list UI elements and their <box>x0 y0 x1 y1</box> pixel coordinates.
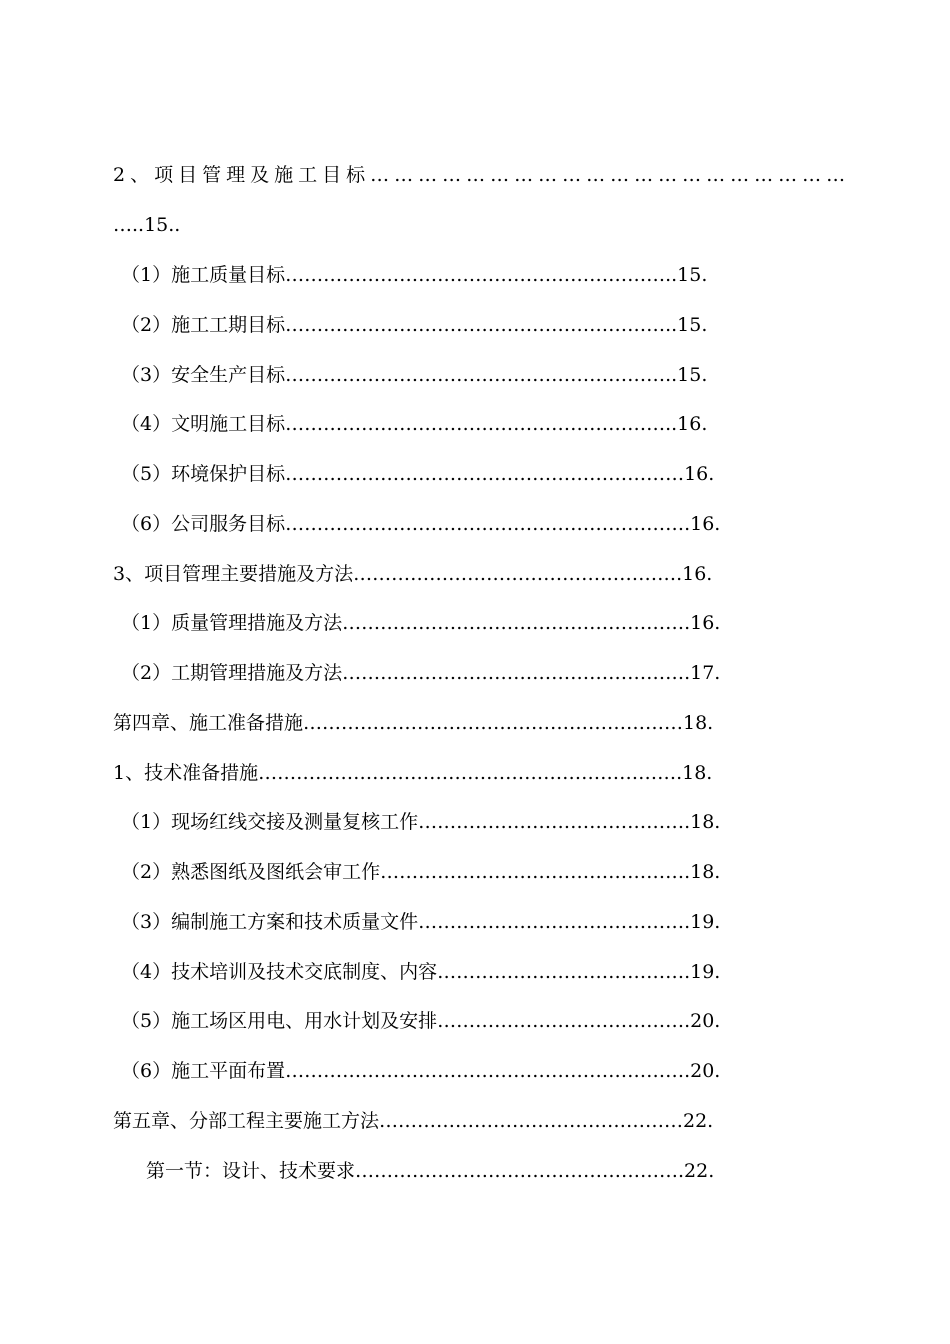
toc-entry-section-one[interactable]: 第一节：设计、技术要求…………………………………………….22. <box>146 1160 715 1182</box>
toc-entry-civilized-construction-goal[interactable]: （4）文明施工目标……………………………………………………..16. <box>121 413 708 435</box>
toc-entry-schedule-measures[interactable]: （2）工期管理措施及方法……………………………………………….17. <box>121 662 721 684</box>
toc-entry-project-management-goals[interactable]: 2、项目管理及施工目标…………………………………………………… <box>113 164 851 186</box>
toc-entry-drawing-review[interactable]: （2）熟悉图纸及图纸会审工作………………………………………….18. <box>121 861 721 883</box>
toc-entry-redline-survey[interactable]: （1）现场红线交接及测量复核工作…………………………………….18. <box>121 811 721 833</box>
toc-entry-quality-measures[interactable]: （1）质量管理措施及方法……………………………………………….16. <box>121 612 721 634</box>
toc-entry-quality-goal[interactable]: （1）施工质量目标……………………………………………………..15. <box>121 264 708 286</box>
toc-entry-management-measures[interactable]: 3、项目管理主要措施及方法…………………………………………….16. <box>113 563 713 585</box>
toc-entry-chapter-four[interactable]: 第四章、施工准备措施……………………………………………………18. <box>113 712 714 734</box>
toc-entry-page-continuation[interactable]: …..15.. <box>113 214 181 236</box>
toc-entry-power-water-plan[interactable]: （5）施工场区用电、用水计划及安排………………………………….20. <box>121 1010 721 1032</box>
toc-entry-training-disclosure[interactable]: （4）技术培训及技术交底制度、内容………………………………….19. <box>121 961 721 983</box>
toc-entry-service-goal[interactable]: （6）公司服务目标……………………………………………………….16. <box>121 513 721 535</box>
toc-entry-construction-plan-docs[interactable]: （3）编制施工方案和技术质量文件…………………………………….19. <box>121 911 721 933</box>
toc-entry-site-layout[interactable]: （6）施工平面布置……………………………………………………….20. <box>121 1060 721 1082</box>
toc-entry-chapter-five[interactable]: 第五章、分部工程主要施工方法…………………………………………22. <box>113 1110 714 1132</box>
toc-entry-technical-preparation[interactable]: 1、技术准备措施………………………………………………………….18. <box>113 762 713 784</box>
toc-entry-safety-goal[interactable]: （3）安全生产目标……………………………………………………..15. <box>121 364 708 386</box>
toc-entry-environment-goal[interactable]: （5）环境保护目标………………………………………………………16. <box>121 463 715 485</box>
toc-entry-schedule-goal[interactable]: （2）施工工期目标……………………………………………………..15. <box>121 314 708 336</box>
